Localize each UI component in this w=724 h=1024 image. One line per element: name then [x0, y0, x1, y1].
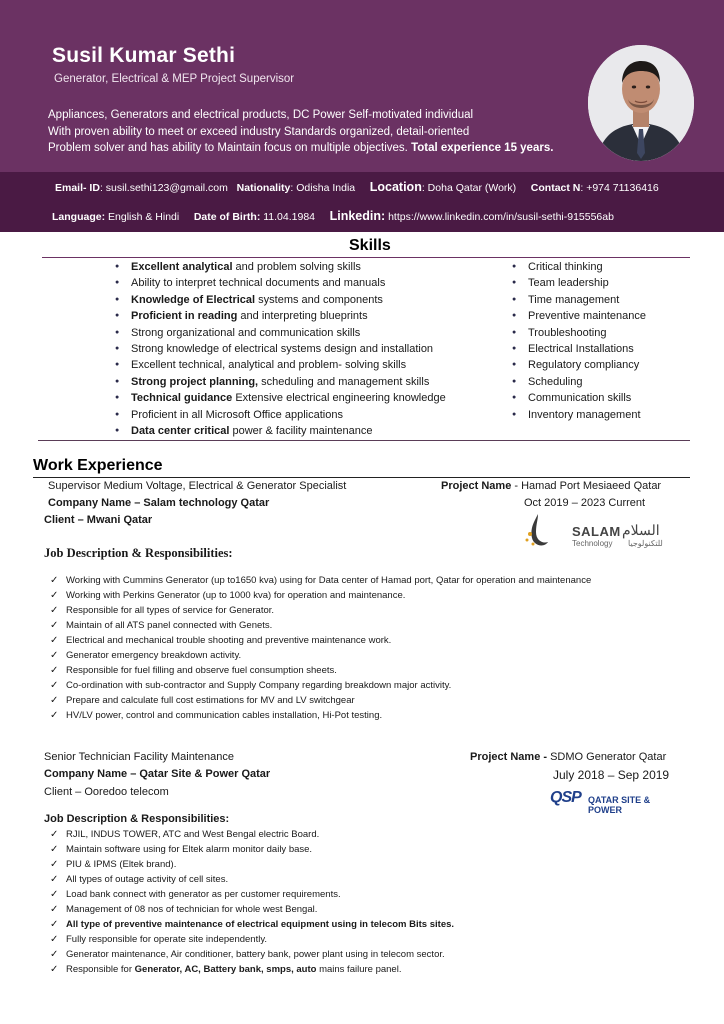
language-value: English & Hindi [105, 211, 180, 223]
responsibility-item: ✓ Management of 08 nos of technician for whole west Bengal. [50, 902, 650, 917]
responsibility-item: ✓ Electrical and mechanical trouble shooting and preventive maintenance work. [50, 633, 650, 648]
contact-bar [0, 172, 724, 232]
skill-item: ● Proficient in all Microsoft Office applications [115, 407, 446, 423]
skill-item: ● Scheduling [512, 374, 646, 390]
qsp-logo-text: QATAR SITE & POWER [588, 795, 651, 815]
phone-value: : +974 71136416 [580, 182, 659, 194]
skill-item: ● Team leadership [512, 275, 646, 291]
responsibility-item: ✓ Generator emergency breakdown activity. [50, 648, 650, 663]
responsibility-item: ✓ Load bank connect with generator as per customer requirements. [50, 887, 650, 902]
skill-item: ● Technical guidance Extensive electrical engineering knowledge [115, 390, 446, 406]
qsp-logo [550, 787, 684, 813]
dob-value: 11.04.1984 [260, 211, 316, 223]
total-experience: Total experience 15 years. [411, 142, 554, 154]
responsibility-item: ✓ Fully responsible for operate site independently. [50, 932, 650, 947]
contact-row-1: Email- ID: susil.sethi123@gmail.com Nationality: Odisha India Location: Doha Qatar (Work) Contact N: +974 71136416 [55, 180, 659, 194]
work-experience-heading: Work Experience [33, 457, 163, 474]
responsibility-item: ✓ Working with Perkins Generator (up to 1000 kva) for operation and maintenance. [50, 588, 650, 603]
responsibility-item: ✓ Co-ordination with sub-contractor and Supply Company regarding breakdown major activity. [50, 678, 650, 693]
salam-logo-arabic-sub: للتكنولوجيا [628, 539, 663, 548]
responsibility-item: ✓ PIU & IPMS (Eltek brand). [50, 857, 650, 872]
responsibility-item: ✓ Responsible for Generator, AC, Battery bank, smps, auto mains failure panel. [50, 962, 650, 977]
skill-item: ● Critical thinking [512, 259, 646, 275]
skill-item: ● Preventive maintenance [512, 308, 646, 324]
skills-divider-bottom [38, 440, 690, 441]
skill-item: ● Electrical Installations [512, 341, 646, 357]
email-value[interactable]: : susil.sethi123@gmail.com [99, 182, 228, 194]
job1-dates: Oct 2019 – 2023 Current [524, 497, 646, 509]
nationality-value: : Odisha India [290, 182, 356, 194]
job1-responsibilities-list [50, 573, 650, 723]
candidate-title: Generator, Electrical & MEP Project Supervisor [54, 73, 295, 85]
job2-role: Senior Technician Facility Maintenance [44, 751, 234, 763]
responsibility-item: ✓ RJIL, INDUS TOWER, ATC and West Bengal electric Board. [50, 827, 650, 842]
skill-item: ● Strong project planning, scheduling and management skills [115, 374, 446, 390]
intro-line: With proven ability to meet or exceed industry Standards organized, detail-oriented [48, 125, 470, 138]
job2-responsibilities-heading: Job Description & Responsibilities: [44, 813, 230, 825]
salam-logo [524, 512, 684, 552]
skills-divider-top [42, 257, 690, 258]
skills-list-left [115, 259, 446, 439]
skill-item: ● Time management [512, 292, 646, 308]
skill-item: ● Inventory management [512, 407, 646, 423]
skill-item: ● Proficient in reading and interpreting blueprints [115, 308, 446, 324]
qsp-logo-mark: QSP [550, 789, 581, 806]
job1-role: Supervisor Medium Voltage, Electrical & Generator Specialist [48, 480, 347, 492]
job1-project: Project Name - Hamad Port Mesiaeed Qatar [441, 480, 662, 492]
intro-line: Appliances, Generators and electrical products, DC Power Self-motivated individual [48, 109, 474, 121]
skill-item: ● Communication skills [512, 390, 646, 406]
location-value: : Doha Qatar (Work) [421, 182, 517, 194]
candidate-name: Susil Kumar Sethi [52, 44, 236, 67]
responsibility-item: ✓ HV/LV power, control and communication cables installation, Hi-Pot testing. [50, 708, 650, 723]
skill-item: ● Strong knowledge of electrical systems design and installation [115, 341, 446, 357]
responsibility-item: ✓ Maintain of all ATS panel connected with Genets. [50, 618, 650, 633]
responsibility-item: ✓ Prepare and calculate full cost estimations for MV and LV switchgear [50, 693, 650, 708]
job2-dates: July 2018 – Sep 2019 [553, 768, 670, 782]
job2-company: Company Name – Qatar Site & Power Qatar [44, 768, 271, 780]
job1-company: Company Name – Salam technology Qatar [48, 497, 270, 509]
skills-heading: Skills [349, 237, 391, 254]
intro-line: Problem solver and has ability to Maintain focus on multiple objectives. Total experience 15 years. [48, 142, 554, 154]
responsibility-item: ✓ Maintain software using for Eltek alarm monitor daily base. [50, 842, 650, 857]
skill-item: ● Strong organizational and communication skills [115, 325, 446, 341]
skill-item: ● Excellent analytical and problem solving skills [115, 259, 446, 275]
skill-item: ● Data center critical power & facility maintenance [115, 423, 446, 439]
responsibility-item: ✓ Generator maintenance, Air conditioner, battery bank, power plant using in telecom sector. [50, 947, 650, 962]
skill-item: ● Ability to interpret technical documents and manuals [115, 275, 446, 291]
responsibility-item: ✓ Responsible for fuel filling and observe fuel consumption sheets. [50, 663, 650, 678]
skills-list-right [512, 259, 646, 423]
contact-row-2: Language: English & Hindi Date of Birth: 11.04.1984 Linkedin: https://www.linkedin.com/in/susil-sethi-915556ab [52, 209, 614, 223]
job2-responsibilities-list [50, 827, 650, 977]
skill-item: ● Knowledge of Electrical systems and components [115, 292, 446, 308]
skill-item: ● Regulatory compliancy [512, 357, 646, 373]
skill-item: ● Troubleshooting [512, 325, 646, 341]
header-banner [0, 0, 724, 172]
responsibility-item: ✓ Responsible for all types of service for Generator. [50, 603, 650, 618]
salam-logo-sub: Technology [572, 539, 613, 548]
responsibility-item: ✓ All types of outage activity of cell sites. [50, 872, 650, 887]
salam-logo-text: SALAM [572, 524, 621, 539]
responsibility-item: ✓ Working with Cummins Generator (up to1650 kva) using for Data center of Hamad port, Qatar for operation and maintenance [50, 573, 626, 588]
job1-client: Client – Mwani Qatar [44, 514, 153, 526]
job1-responsibilities-heading: Job Description & Responsibilities: [44, 546, 233, 560]
job2-client: Client – Ooredoo telecom [44, 786, 169, 798]
work-divider [33, 477, 690, 478]
job2-project: Project Name - SDMO Generator Qatar [470, 751, 667, 763]
profile-photo [588, 45, 694, 161]
responsibility-item: ✓ All type of preventive maintenance of electrical equipment using in telecom Bits sites. [50, 917, 650, 932]
linkedin-link[interactable]: https://www.linkedin.com/in/susil-sethi-915556ab [385, 211, 614, 223]
salam-logo-arabic: السلام [622, 522, 660, 538]
intro-summary [48, 107, 608, 157]
skill-item: ● Excellent technical, analytical and problem- solving skills [115, 357, 446, 373]
